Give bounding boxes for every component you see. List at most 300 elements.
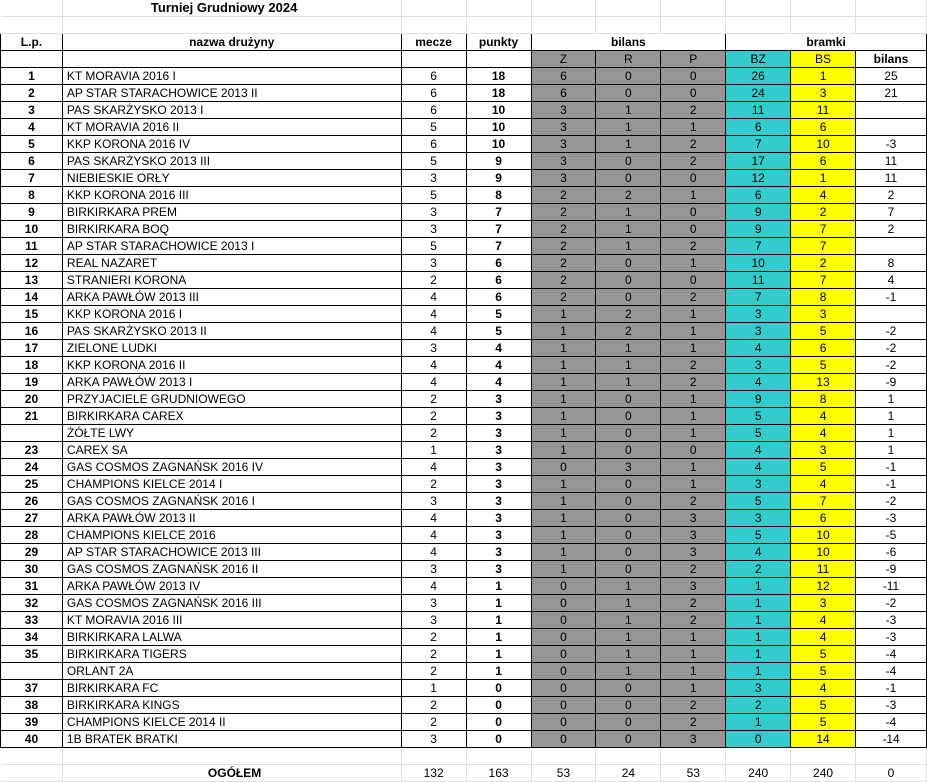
row-r[interactable]: 1 xyxy=(596,238,661,255)
row-matches[interactable]: 2 xyxy=(401,629,466,646)
row-p[interactable]: 2 xyxy=(661,238,726,255)
row-team[interactable]: PAS SKARŻYSKO 2013 II xyxy=(62,323,401,340)
row-points[interactable]: 18 xyxy=(466,85,531,102)
row-points[interactable]: 0 xyxy=(466,714,531,731)
row-bz[interactable]: 4 xyxy=(726,374,791,391)
row-bz[interactable]: 5 xyxy=(726,408,791,425)
header-lp[interactable]: L.p. xyxy=(1,34,63,51)
row-bs[interactable]: 6 xyxy=(791,340,856,357)
row-lp[interactable] xyxy=(1,663,63,680)
row-z[interactable]: 0 xyxy=(531,612,596,629)
row-points[interactable]: 1 xyxy=(466,612,531,629)
row-bz[interactable]: 2 xyxy=(726,561,791,578)
row-bs[interactable]: 5 xyxy=(791,646,856,663)
row-lp[interactable]: 10 xyxy=(1,221,63,238)
row-balance[interactable]: -9 xyxy=(856,374,927,391)
row-bs[interactable]: 6 xyxy=(791,153,856,170)
row-team[interactable]: KT MORAVIA 2016 II xyxy=(62,119,401,136)
row-p[interactable]: 1 xyxy=(661,476,726,493)
row-team[interactable]: CHAMPIONS KIELCE 2014 I xyxy=(62,476,401,493)
row-balance[interactable]: -2 xyxy=(856,595,927,612)
row-lp[interactable]: 35 xyxy=(1,646,63,663)
row-p[interactable]: 0 xyxy=(661,442,726,459)
row-balance[interactable]: -1 xyxy=(856,289,927,306)
row-points[interactable]: 3 xyxy=(466,493,531,510)
row-matches[interactable]: 2 xyxy=(401,391,466,408)
row-lp[interactable]: 16 xyxy=(1,323,63,340)
page-title[interactable]: Turniej Grudniowy 2024 xyxy=(62,0,401,17)
row-z[interactable]: 2 xyxy=(531,187,596,204)
row-r[interactable]: 3 xyxy=(596,459,661,476)
row-points[interactable]: 3 xyxy=(466,442,531,459)
row-points[interactable]: 3 xyxy=(466,561,531,578)
row-matches[interactable]: 3 xyxy=(401,204,466,221)
row-bz[interactable]: 24 xyxy=(726,85,791,102)
row-bs[interactable]: 5 xyxy=(791,357,856,374)
row-r[interactable]: 0 xyxy=(596,680,661,697)
row-bs[interactable]: 5 xyxy=(791,697,856,714)
row-team[interactable]: BIRKIRKARA CAREX xyxy=(62,408,401,425)
row-bz[interactable]: 1 xyxy=(726,629,791,646)
totals-p[interactable]: 53 xyxy=(661,765,726,782)
row-p[interactable]: 1 xyxy=(661,340,726,357)
row-z[interactable]: 3 xyxy=(531,170,596,187)
row-lp[interactable]: 28 xyxy=(1,527,63,544)
row-p[interactable]: 0 xyxy=(661,221,726,238)
row-r[interactable]: 0 xyxy=(596,510,661,527)
row-bz[interactable]: 5 xyxy=(726,527,791,544)
row-points[interactable]: 3 xyxy=(466,527,531,544)
row-points[interactable]: 0 xyxy=(466,697,531,714)
row-team[interactable]: BIRKIRKARA TIGERS xyxy=(62,646,401,663)
row-r[interactable]: 1 xyxy=(596,663,661,680)
row-balance[interactable]: -2 xyxy=(856,357,927,374)
row-lp[interactable]: 37 xyxy=(1,680,63,697)
row-team[interactable]: CHAMPIONS KIELCE 2014 II xyxy=(62,714,401,731)
row-bz[interactable]: 7 xyxy=(726,136,791,153)
row-lp[interactable]: 3 xyxy=(1,102,63,119)
totals-points[interactable]: 163 xyxy=(466,765,531,782)
row-balance[interactable]: 11 xyxy=(856,170,927,187)
row-bs[interactable]: 1 xyxy=(791,68,856,85)
row-team[interactable]: ŻÓŁTE LWY xyxy=(62,425,401,442)
totals-label[interactable]: OGÓŁEM xyxy=(62,765,401,782)
row-r[interactable]: 0 xyxy=(596,544,661,561)
row-matches[interactable]: 5 xyxy=(401,153,466,170)
row-r[interactable]: 0 xyxy=(596,391,661,408)
row-points[interactable]: 1 xyxy=(466,595,531,612)
row-p[interactable]: 2 xyxy=(661,102,726,119)
row-matches[interactable]: 2 xyxy=(401,646,466,663)
row-p[interactable]: 2 xyxy=(661,136,726,153)
row-bz[interactable]: 1 xyxy=(726,595,791,612)
row-r[interactable]: 0 xyxy=(596,408,661,425)
row-bs[interactable]: 13 xyxy=(791,374,856,391)
row-p[interactable]: 0 xyxy=(661,170,726,187)
row-bz[interactable]: 1 xyxy=(726,663,791,680)
row-balance[interactable] xyxy=(856,102,927,119)
row-matches[interactable]: 5 xyxy=(401,187,466,204)
row-balance[interactable]: -3 xyxy=(856,136,927,153)
row-z[interactable]: 6 xyxy=(531,68,596,85)
row-balance[interactable]: -9 xyxy=(856,561,927,578)
row-points[interactable]: 4 xyxy=(466,357,531,374)
row-matches[interactable]: 3 xyxy=(401,561,466,578)
row-r[interactable]: 0 xyxy=(596,697,661,714)
row-balance[interactable]: -3 xyxy=(856,612,927,629)
row-z[interactable]: 0 xyxy=(531,663,596,680)
row-team[interactable]: GAS COSMOS ZAGNAŃSK 2016 I xyxy=(62,493,401,510)
row-lp[interactable]: 30 xyxy=(1,561,63,578)
totals-matches[interactable]: 132 xyxy=(401,765,466,782)
row-matches[interactable]: 4 xyxy=(401,323,466,340)
header-z[interactable]: Z xyxy=(531,51,596,68)
row-p[interactable]: 1 xyxy=(661,187,726,204)
row-z[interactable]: 0 xyxy=(531,629,596,646)
row-z[interactable]: 1 xyxy=(531,391,596,408)
row-r[interactable]: 2 xyxy=(596,306,661,323)
row-r[interactable]: 0 xyxy=(596,527,661,544)
row-bs[interactable]: 7 xyxy=(791,493,856,510)
row-r[interactable]: 1 xyxy=(596,357,661,374)
row-matches[interactable]: 4 xyxy=(401,357,466,374)
row-z[interactable]: 3 xyxy=(531,102,596,119)
row-team[interactable]: PAS SKARŻYSKO 2013 III xyxy=(62,153,401,170)
row-team[interactable]: NIEBIESKIE ORŁY xyxy=(62,170,401,187)
row-r[interactable]: 0 xyxy=(596,170,661,187)
row-balance[interactable]: 8 xyxy=(856,255,927,272)
row-r[interactable]: 2 xyxy=(596,323,661,340)
header-team[interactable]: nazwa drużyny xyxy=(62,34,401,51)
totals-r[interactable]: 24 xyxy=(596,765,661,782)
row-bz[interactable]: 10 xyxy=(726,255,791,272)
row-r[interactable]: 1 xyxy=(596,646,661,663)
row-team[interactable]: CAREX SA xyxy=(62,442,401,459)
row-p[interactable]: 2 xyxy=(661,697,726,714)
row-bs[interactable]: 3 xyxy=(791,306,856,323)
row-bs[interactable]: 4 xyxy=(791,425,856,442)
row-team[interactable]: KT MORAVIA 2016 III xyxy=(62,612,401,629)
row-lp[interactable]: 12 xyxy=(1,255,63,272)
row-lp[interactable]: 6 xyxy=(1,153,63,170)
row-r[interactable]: 1 xyxy=(596,374,661,391)
row-bs[interactable]: 3 xyxy=(791,595,856,612)
row-z[interactable]: 0 xyxy=(531,595,596,612)
row-bs[interactable]: 7 xyxy=(791,221,856,238)
row-p[interactable]: 0 xyxy=(661,204,726,221)
row-lp[interactable]: 5 xyxy=(1,136,63,153)
row-bs[interactable]: 4 xyxy=(791,629,856,646)
row-team[interactable]: PRZYJACIELE GRUDNIOWEGO xyxy=(62,391,401,408)
row-matches[interactable]: 2 xyxy=(401,425,466,442)
row-bs[interactable]: 10 xyxy=(791,544,856,561)
row-balance[interactable]: 1 xyxy=(856,442,927,459)
row-lp[interactable]: 18 xyxy=(1,357,63,374)
row-balance[interactable] xyxy=(856,306,927,323)
row-matches[interactable]: 3 xyxy=(401,221,466,238)
row-r[interactable]: 1 xyxy=(596,340,661,357)
row-team[interactable]: CHAMPIONS KIELCE 2016 xyxy=(62,527,401,544)
row-points[interactable]: 6 xyxy=(466,272,531,289)
row-p[interactable]: 1 xyxy=(661,629,726,646)
row-team[interactable]: 1B BRATEK BRATKI xyxy=(62,731,401,748)
row-p[interactable]: 2 xyxy=(661,374,726,391)
totals-z[interactable]: 53 xyxy=(531,765,596,782)
row-matches[interactable]: 4 xyxy=(401,578,466,595)
header-balance[interactable]: bilans xyxy=(856,51,927,68)
row-bz[interactable]: 4 xyxy=(726,442,791,459)
row-lp[interactable]: 7 xyxy=(1,170,63,187)
row-team[interactable]: BIRKIRKARA BOQ xyxy=(62,221,401,238)
row-matches[interactable]: 3 xyxy=(401,612,466,629)
row-z[interactable]: 1 xyxy=(531,476,596,493)
row-bz[interactable]: 9 xyxy=(726,221,791,238)
row-bs[interactable]: 5 xyxy=(791,714,856,731)
row-balance[interactable]: -2 xyxy=(856,493,927,510)
row-team[interactable]: STRANIERI KORONA xyxy=(62,272,401,289)
row-p[interactable]: 0 xyxy=(661,272,726,289)
row-p[interactable]: 1 xyxy=(661,680,726,697)
row-bz[interactable]: 1 xyxy=(726,612,791,629)
row-matches[interactable]: 2 xyxy=(401,663,466,680)
row-matches[interactable]: 2 xyxy=(401,408,466,425)
row-p[interactable]: 1 xyxy=(661,119,726,136)
row-team[interactable]: GAS COSMOS ZAGNAŃSK 2016 IV xyxy=(62,459,401,476)
row-points[interactable]: 10 xyxy=(466,119,531,136)
row-bs[interactable]: 4 xyxy=(791,612,856,629)
row-z[interactable]: 1 xyxy=(531,510,596,527)
row-matches[interactable]: 2 xyxy=(401,697,466,714)
row-r[interactable]: 1 xyxy=(596,595,661,612)
row-bs[interactable]: 2 xyxy=(791,255,856,272)
row-p[interactable]: 1 xyxy=(661,408,726,425)
row-matches[interactable]: 6 xyxy=(401,136,466,153)
row-lp[interactable]: 25 xyxy=(1,476,63,493)
row-lp[interactable]: 19 xyxy=(1,374,63,391)
row-points[interactable]: 0 xyxy=(466,680,531,697)
row-p[interactable]: 1 xyxy=(661,391,726,408)
row-lp[interactable]: 29 xyxy=(1,544,63,561)
header-bz[interactable]: BZ xyxy=(726,51,791,68)
row-r[interactable]: 2 xyxy=(596,187,661,204)
row-lp[interactable] xyxy=(1,425,63,442)
row-r[interactable]: 1 xyxy=(596,629,661,646)
row-bs[interactable]: 4 xyxy=(791,408,856,425)
row-lp[interactable]: 34 xyxy=(1,629,63,646)
row-p[interactable]: 3 xyxy=(661,544,726,561)
row-balance[interactable]: 21 xyxy=(856,85,927,102)
row-bz[interactable]: 1 xyxy=(726,578,791,595)
header-p[interactable]: P xyxy=(661,51,726,68)
row-r[interactable]: 0 xyxy=(596,255,661,272)
row-z[interactable]: 1 xyxy=(531,374,596,391)
row-matches[interactable]: 6 xyxy=(401,85,466,102)
row-points[interactable]: 3 xyxy=(466,425,531,442)
row-lp[interactable]: 1 xyxy=(1,68,63,85)
row-z[interactable]: 1 xyxy=(531,357,596,374)
row-matches[interactable]: 3 xyxy=(401,255,466,272)
row-p[interactable]: 2 xyxy=(661,714,726,731)
row-p[interactable]: 2 xyxy=(661,153,726,170)
row-z[interactable]: 2 xyxy=(531,255,596,272)
row-p[interactable]: 2 xyxy=(661,612,726,629)
row-team[interactable]: ORLANT 2A xyxy=(62,663,401,680)
row-bs[interactable]: 7 xyxy=(791,272,856,289)
row-p[interactable]: 3 xyxy=(661,731,726,748)
row-balance[interactable]: 25 xyxy=(856,68,927,85)
row-matches[interactable]: 3 xyxy=(401,170,466,187)
row-p[interactable]: 2 xyxy=(661,493,726,510)
row-bs[interactable]: 5 xyxy=(791,323,856,340)
row-z[interactable]: 1 xyxy=(531,544,596,561)
row-bs[interactable]: 5 xyxy=(791,663,856,680)
row-points[interactable]: 1 xyxy=(466,629,531,646)
row-r[interactable]: 0 xyxy=(596,425,661,442)
row-r[interactable]: 1 xyxy=(596,102,661,119)
row-points[interactable]: 6 xyxy=(466,255,531,272)
row-z[interactable]: 2 xyxy=(531,238,596,255)
row-z[interactable]: 6 xyxy=(531,85,596,102)
row-balance[interactable] xyxy=(856,238,927,255)
row-r[interactable]: 0 xyxy=(596,272,661,289)
row-team[interactable]: ARKA PAWŁÓW 2013 II xyxy=(62,510,401,527)
row-balance[interactable]: -1 xyxy=(856,459,927,476)
row-bz[interactable]: 11 xyxy=(726,272,791,289)
row-z[interactable]: 0 xyxy=(531,731,596,748)
row-z[interactable]: 0 xyxy=(531,697,596,714)
row-r[interactable]: 0 xyxy=(596,68,661,85)
header-bs[interactable]: BS xyxy=(791,51,856,68)
row-r[interactable]: 1 xyxy=(596,119,661,136)
row-points[interactable]: 3 xyxy=(466,476,531,493)
row-points[interactable]: 3 xyxy=(466,391,531,408)
row-bz[interactable]: 3 xyxy=(726,306,791,323)
row-team[interactable]: AP STAR STARACHOWICE 2013 I xyxy=(62,238,401,255)
row-points[interactable]: 1 xyxy=(466,578,531,595)
row-lp[interactable]: 33 xyxy=(1,612,63,629)
row-bz[interactable]: 3 xyxy=(726,323,791,340)
row-bs[interactable]: 7 xyxy=(791,238,856,255)
row-z[interactable]: 1 xyxy=(531,323,596,340)
row-team[interactable]: PAS SKARŻYSKO 2013 I xyxy=(62,102,401,119)
row-team[interactable]: KKP KORONA 2016 III xyxy=(62,187,401,204)
row-p[interactable]: 1 xyxy=(661,459,726,476)
header-matches[interactable]: mecze xyxy=(401,34,466,51)
row-r[interactable]: 1 xyxy=(596,578,661,595)
row-lp[interactable]: 14 xyxy=(1,289,63,306)
row-team[interactable]: AP STAR STARACHOWICE 2013 III xyxy=(62,544,401,561)
row-matches[interactable]: 1 xyxy=(401,442,466,459)
row-matches[interactable]: 1 xyxy=(401,680,466,697)
totals-balance[interactable]: 0 xyxy=(856,765,927,782)
row-p[interactable]: 1 xyxy=(661,663,726,680)
row-bs[interactable]: 11 xyxy=(791,102,856,119)
row-team[interactable]: BIRKIRKARA KINGS xyxy=(62,697,401,714)
row-points[interactable]: 9 xyxy=(466,170,531,187)
row-bz[interactable]: 2 xyxy=(726,697,791,714)
row-team[interactable]: KKP KORONA 2016 IV xyxy=(62,136,401,153)
row-r[interactable]: 1 xyxy=(596,136,661,153)
row-balance[interactable]: -5 xyxy=(856,527,927,544)
row-bz[interactable]: 9 xyxy=(726,204,791,221)
row-bs[interactable]: 4 xyxy=(791,187,856,204)
row-lp[interactable]: 13 xyxy=(1,272,63,289)
row-balance[interactable]: -2 xyxy=(856,323,927,340)
row-bz[interactable]: 9 xyxy=(726,391,791,408)
row-balance[interactable]: -3 xyxy=(856,510,927,527)
header-points[interactable]: punkty xyxy=(466,34,531,51)
row-matches[interactable]: 5 xyxy=(401,238,466,255)
row-balance[interactable]: 2 xyxy=(856,187,927,204)
row-z[interactable]: 1 xyxy=(531,408,596,425)
row-bz[interactable]: 5 xyxy=(726,425,791,442)
row-bz[interactable]: 4 xyxy=(726,544,791,561)
row-matches[interactable]: 4 xyxy=(401,459,466,476)
row-bz[interactable]: 17 xyxy=(726,153,791,170)
row-p[interactable]: 2 xyxy=(661,357,726,374)
row-team[interactable]: ZIELONE LUDKI xyxy=(62,340,401,357)
row-points[interactable]: 4 xyxy=(466,340,531,357)
row-r[interactable]: 0 xyxy=(596,731,661,748)
row-team[interactable]: AP STAR STARACHOWICE 2013 II xyxy=(62,85,401,102)
row-balance[interactable]: -3 xyxy=(856,629,927,646)
row-matches[interactable]: 4 xyxy=(401,544,466,561)
row-z[interactable]: 1 xyxy=(531,527,596,544)
row-p[interactable]: 0 xyxy=(661,68,726,85)
row-z[interactable]: 1 xyxy=(531,340,596,357)
row-z[interactable]: 3 xyxy=(531,153,596,170)
row-r[interactable]: 1 xyxy=(596,204,661,221)
row-bs[interactable]: 8 xyxy=(791,391,856,408)
row-balance[interactable]: 1 xyxy=(856,425,927,442)
row-lp[interactable]: 11 xyxy=(1,238,63,255)
row-bz[interactable]: 3 xyxy=(726,357,791,374)
row-team[interactable]: BIRKIRKARA PREM xyxy=(62,204,401,221)
row-lp[interactable]: 9 xyxy=(1,204,63,221)
row-z[interactable]: 1 xyxy=(531,306,596,323)
row-bz[interactable]: 4 xyxy=(726,340,791,357)
header-record[interactable]: bilans xyxy=(531,34,726,51)
row-balance[interactable]: -6 xyxy=(856,544,927,561)
row-p[interactable]: 2 xyxy=(661,561,726,578)
row-r[interactable]: 0 xyxy=(596,153,661,170)
row-balance[interactable]: 4 xyxy=(856,272,927,289)
row-bs[interactable]: 11 xyxy=(791,561,856,578)
row-matches[interactable]: 6 xyxy=(401,68,466,85)
row-bz[interactable]: 3 xyxy=(726,680,791,697)
row-team[interactable]: KKP KORONA 2016 II xyxy=(62,357,401,374)
row-r[interactable]: 0 xyxy=(596,714,661,731)
row-z[interactable]: 1 xyxy=(531,493,596,510)
row-p[interactable]: 1 xyxy=(661,323,726,340)
row-z[interactable]: 2 xyxy=(531,221,596,238)
row-balance[interactable]: 1 xyxy=(856,391,927,408)
row-r[interactable]: 0 xyxy=(596,289,661,306)
row-balance[interactable]: -3 xyxy=(856,697,927,714)
row-lp[interactable]: 24 xyxy=(1,459,63,476)
row-p[interactable]: 1 xyxy=(661,306,726,323)
row-lp[interactable]: 8 xyxy=(1,187,63,204)
row-bs[interactable]: 8 xyxy=(791,289,856,306)
row-lp[interactable]: 32 xyxy=(1,595,63,612)
row-team[interactable]: ARKA PAWŁÓW 2013 I xyxy=(62,374,401,391)
row-points[interactable]: 9 xyxy=(466,153,531,170)
row-bz[interactable]: 1 xyxy=(726,646,791,663)
row-balance[interactable]: -4 xyxy=(856,663,927,680)
row-matches[interactable]: 4 xyxy=(401,306,466,323)
row-points[interactable]: 18 xyxy=(466,68,531,85)
row-balance[interactable]: -14 xyxy=(856,731,927,748)
